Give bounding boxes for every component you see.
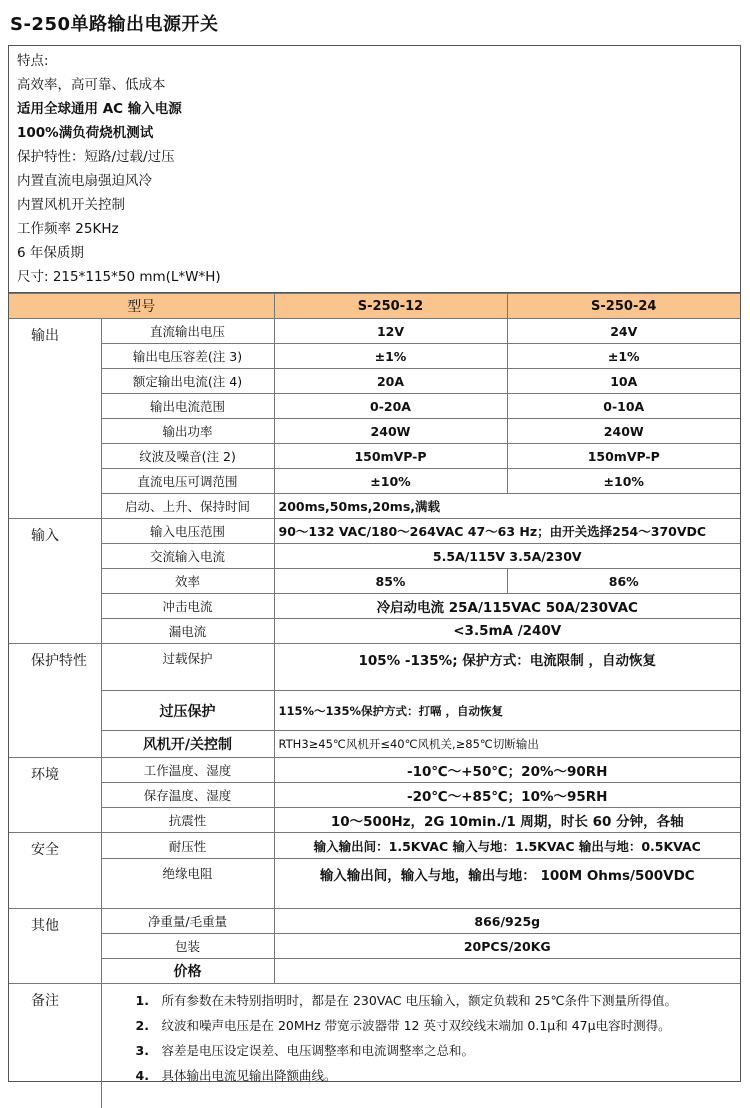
row-label: 交流输入电流	[101, 544, 274, 569]
row-label: 纹波及噪音(注 2)	[101, 444, 274, 469]
table-row	[9, 519, 740, 544]
row-label: 输出电压容差(注 3)	[101, 344, 274, 369]
header-row	[9, 294, 740, 319]
row-label: 过压保护	[101, 691, 274, 731]
row-label: 效率	[101, 569, 274, 594]
category-protection: 保护特性	[9, 644, 101, 758]
table-row	[9, 731, 740, 758]
row-value: -10℃～+50℃；20%～90RH	[274, 758, 740, 783]
remark-number: 1.	[136, 988, 162, 1013]
remark-text: 具体输出电流见输出降额曲线。	[162, 1068, 337, 1083]
feature-line: 工作频率 25KHz	[17, 217, 732, 241]
remark-item	[136, 988, 741, 1013]
remark-item	[136, 1038, 741, 1063]
row-value: 150mVP-P	[507, 444, 740, 469]
feature-line: 尺寸: 215*115*50 mm(L*W*H)	[17, 265, 732, 289]
model-label: 型号	[9, 294, 274, 319]
row-label: 风机开/关控制	[101, 731, 274, 758]
table-row	[9, 691, 740, 731]
feature-line: 100%满负荷烧机测试	[17, 121, 732, 145]
row-label: 额定输出电流(注 4)	[101, 369, 274, 394]
row-value: 20PCS/20KG	[274, 934, 740, 959]
table-row	[9, 783, 740, 808]
category-safety: 安全	[9, 833, 101, 909]
table-row	[9, 319, 740, 344]
model-2: S-250-24	[507, 294, 740, 319]
spec-table	[9, 293, 740, 1108]
remark-number: 3.	[136, 1038, 162, 1063]
table-row	[9, 469, 740, 494]
feature-line: 6 年保质期	[17, 241, 732, 265]
remark-number: 4.	[136, 1063, 162, 1088]
row-value: 90～132 VAC/180～264VAC 47～63 Hz；由开关选择254～370VDC	[274, 519, 740, 544]
row-label: 输出电流范围	[101, 394, 274, 419]
table-row	[9, 344, 740, 369]
feature-line: 特点:	[17, 49, 732, 73]
row-value: -20℃～+85℃；10%～95RH	[274, 783, 740, 808]
table-row	[9, 859, 740, 909]
row-value: 150mVP-P	[274, 444, 507, 469]
category-remarks: 备注	[9, 984, 101, 1108]
table-row	[9, 909, 740, 934]
row-value: 0-10A	[507, 394, 740, 419]
row-value: ±1%	[507, 344, 740, 369]
row-label: 启动、上升、保持时间	[101, 494, 274, 519]
row-label: 工作温度、湿度	[101, 758, 274, 783]
model-1: S-250-12	[274, 294, 507, 319]
row-label: 保存温度、湿度	[101, 783, 274, 808]
row-value: 20A	[274, 369, 507, 394]
remark-text: 容差是电压设定误差、电压调整率和电流调整率之总和。	[162, 1043, 475, 1058]
remark-text: 纹波和噪声电压是在 20MHz 带宽示波器带 12 英寸双绞线末端加 0.1μ和 47μ电容时测得。	[162, 1018, 671, 1033]
row-value: ±10%	[507, 469, 740, 494]
feature-line: 内置风机开关控制	[17, 193, 732, 217]
row-label: 直流电压可调范围	[101, 469, 274, 494]
row-value: 86%	[507, 569, 740, 594]
table-row	[9, 644, 740, 691]
row-value: 866/925g	[274, 909, 740, 934]
feature-line: 高效率，高可靠、低成本	[17, 73, 732, 97]
row-value: 输入输出间：1.5KVAC 输入与地：1.5KVAC 输出与地：0.5KVAC	[274, 833, 740, 859]
table-row	[9, 984, 740, 1108]
row-label: 抗震性	[101, 808, 274, 833]
row-label: 输出功率	[101, 419, 274, 444]
row-label: 绝缘电阻	[101, 859, 274, 909]
row-value: 240W	[274, 419, 507, 444]
feature-line: 保护特性：短路/过载/过压	[17, 145, 732, 169]
row-value: 5.5A/115V 3.5A/230V	[274, 544, 740, 569]
table-row	[9, 419, 740, 444]
spec-sheet	[8, 45, 741, 1082]
row-value: 24V	[507, 319, 740, 344]
table-row	[9, 369, 740, 394]
row-value: ±10%	[274, 469, 507, 494]
remark-number: 2.	[136, 1013, 162, 1038]
row-label: 漏电流	[101, 619, 274, 644]
remark-item	[136, 1013, 741, 1038]
category-other: 其他	[9, 909, 101, 984]
row-value: RTH3≥45℃风机开≤40℃风机关,≥85℃切断输出	[274, 731, 740, 758]
feature-line: 适用全球通用 AC 输入电源	[17, 97, 732, 121]
features-block	[9, 46, 740, 293]
row-value: 85%	[274, 569, 507, 594]
feature-line: 内置直流电扇强迫风冷	[17, 169, 732, 193]
row-value: 12V	[274, 319, 507, 344]
table-row	[9, 934, 740, 959]
row-label: 净重量/毛重量	[101, 909, 274, 934]
table-row	[9, 808, 740, 833]
row-value: <3.5mA /240V	[274, 619, 740, 644]
row-value: 105% -135%; 保护方式：电流限制 ，自动恢复	[274, 644, 740, 691]
row-value: 0-20A	[274, 394, 507, 419]
row-value: 115%～135%保护方式：打嗝 ，自动恢复	[274, 691, 740, 731]
row-label: 价格	[101, 959, 274, 984]
table-row	[9, 569, 740, 594]
remarks-list	[101, 984, 740, 1108]
remark-text: 所有参数在未特别指明时，都是在 230VAC 电压输入，额定负载和 25℃条件下测量所得值。	[162, 993, 678, 1008]
row-value: ±1%	[274, 344, 507, 369]
row-value: 200ms,50ms,20ms,满载	[274, 494, 740, 519]
table-row	[9, 619, 740, 644]
row-label: 包装	[101, 934, 274, 959]
category-input: 输入	[9, 519, 101, 644]
row-label: 输入电压范围	[101, 519, 274, 544]
table-row	[9, 444, 740, 469]
row-label: 过载保护	[101, 644, 274, 691]
table-row	[9, 833, 740, 859]
page-title: S-250单路输出电源开关	[10, 10, 219, 36]
row-value	[274, 959, 740, 984]
table-row	[9, 959, 740, 984]
row-value: 10～500Hz，2G 10min./1 周期，时长 60 分钟，各轴	[274, 808, 740, 833]
row-label: 冲击电流	[101, 594, 274, 619]
row-label: 直流输出电压	[101, 319, 274, 344]
remark-item	[136, 1063, 741, 1088]
row-value: 冷启动电流 25A/115VAC 50A/230VAC	[274, 594, 740, 619]
row-value: 10A	[507, 369, 740, 394]
row-value: 240W	[507, 419, 740, 444]
table-row	[9, 544, 740, 569]
table-row	[9, 758, 740, 783]
row-value: 输入输出间，输入与地，输出与地： 100M Ohms/500VDC	[274, 859, 740, 909]
table-row	[9, 594, 740, 619]
table-row	[9, 494, 740, 519]
row-label: 耐压性	[101, 833, 274, 859]
table-row	[9, 394, 740, 419]
category-output: 输出	[9, 319, 101, 519]
category-environment: 环境	[9, 758, 101, 833]
